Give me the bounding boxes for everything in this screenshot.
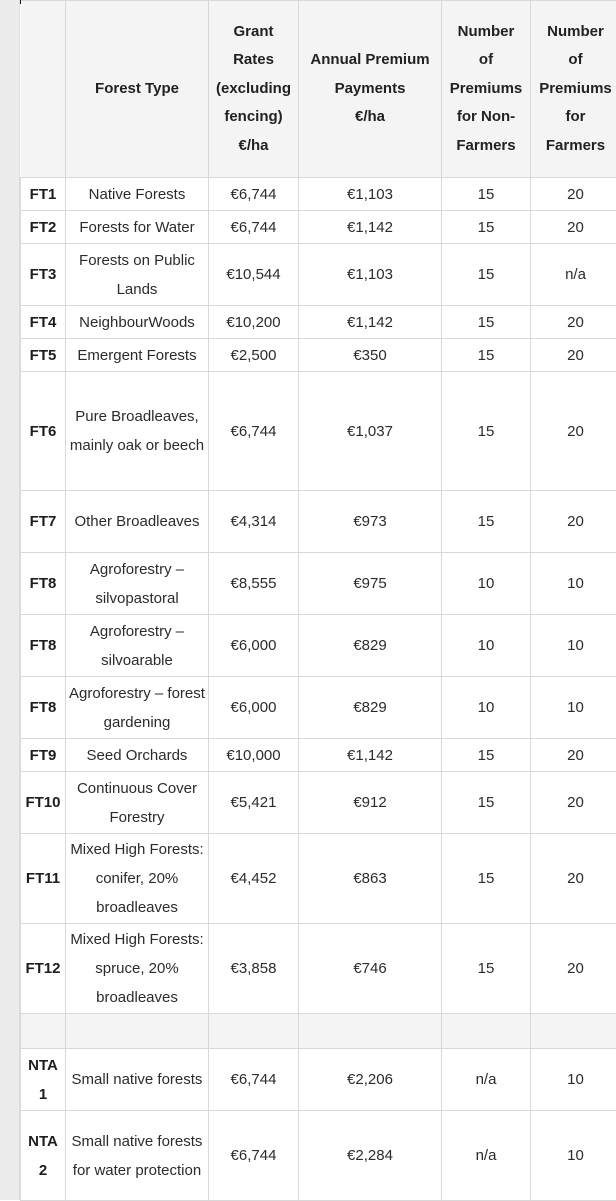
- row-code: FT9: [21, 739, 66, 772]
- row-farmers: 10: [531, 1111, 616, 1201]
- row-grant: €6,000: [209, 615, 299, 677]
- row-grant: €6,744: [209, 1111, 299, 1201]
- row-farmers: 20: [531, 372, 616, 491]
- row-grant: €6,000: [209, 677, 299, 739]
- row-non-farmers: 15: [442, 339, 531, 372]
- header-grant-line: (excluding: [211, 75, 296, 104]
- header-annual-premium: [299, 1, 442, 178]
- table-row: [21, 677, 616, 739]
- table-row: [21, 772, 616, 834]
- row-grant: €6,744: [209, 211, 299, 244]
- row-forest-type: NeighbourWoods: [66, 306, 209, 339]
- row-non-farmers: 15: [442, 739, 531, 772]
- header-premiums-non-farmers: [442, 1, 531, 178]
- row-non-farmers: n/a: [442, 1049, 531, 1111]
- row-code: FT8: [21, 553, 66, 615]
- row-code: FT4: [21, 306, 66, 339]
- row-grant: €4,314: [209, 491, 299, 553]
- row-grant: €2,500: [209, 339, 299, 372]
- row-forest-type: Other Broadleaves: [66, 491, 209, 553]
- header-premium-line: Payments: [301, 75, 439, 104]
- header-nonfarmer-line: of: [444, 46, 528, 75]
- header-premium-line: €/ha: [301, 103, 439, 132]
- row-premium: €975: [299, 553, 442, 615]
- row-non-farmers: 10: [442, 615, 531, 677]
- table-row: [21, 339, 616, 372]
- table-row: [21, 306, 616, 339]
- spacer-cell: [21, 1014, 66, 1049]
- row-forest-type: Agroforestry – forest gardening: [66, 677, 209, 739]
- row-non-farmers: 15: [442, 211, 531, 244]
- row-code: FT3: [21, 244, 66, 306]
- row-code: FT8: [21, 677, 66, 739]
- row-farmers: 20: [531, 924, 616, 1014]
- row-code: FT6: [21, 372, 66, 491]
- header-nonfarmer-line: Number: [444, 18, 528, 47]
- row-forest-type: Agroforestry – silvoarable: [66, 615, 209, 677]
- left-gutter: [0, 0, 20, 1200]
- row-non-farmers: 15: [442, 178, 531, 211]
- row-forest-type: Small native forests: [66, 1049, 209, 1111]
- row-forest-type: Seed Orchards: [66, 739, 209, 772]
- row-code: FT5: [21, 339, 66, 372]
- table-row: [21, 244, 616, 306]
- row-farmers: 20: [531, 834, 616, 924]
- header-farmer-line: of: [533, 46, 616, 75]
- row-premium: €350: [299, 339, 442, 372]
- row-premium: €1,142: [299, 211, 442, 244]
- row-farmers: 20: [531, 772, 616, 834]
- row-premium: €1,103: [299, 178, 442, 211]
- row-code: FT11: [21, 834, 66, 924]
- header-farmer-line: Number: [533, 18, 616, 47]
- row-premium: €1,037: [299, 372, 442, 491]
- row-grant: €6,744: [209, 372, 299, 491]
- row-premium: €912: [299, 772, 442, 834]
- spacer-cell: [299, 1014, 442, 1049]
- row-premium: €863: [299, 834, 442, 924]
- row-code: FT7: [21, 491, 66, 553]
- row-forest-type: Forests for Water: [66, 211, 209, 244]
- table-row: [21, 615, 616, 677]
- header-nonfarmer-line: for Non-: [444, 103, 528, 132]
- table-row: [21, 1049, 616, 1111]
- header-premiums-farmers: [531, 1, 616, 178]
- row-premium: €1,103: [299, 244, 442, 306]
- row-code: NTA 2: [21, 1111, 66, 1201]
- row-non-farmers: 15: [442, 834, 531, 924]
- header-grant-rates: [209, 1, 299, 178]
- row-farmers: 20: [531, 491, 616, 553]
- row-farmers: 20: [531, 306, 616, 339]
- header-grant-line: fencing): [211, 103, 296, 132]
- row-non-farmers: 15: [442, 306, 531, 339]
- row-farmers: 10: [531, 615, 616, 677]
- row-forest-type: Mixed High Forests: spruce, 20% broadleaves: [66, 924, 209, 1014]
- row-non-farmers: 10: [442, 677, 531, 739]
- header-grant-line: €/ha: [211, 132, 296, 161]
- row-non-farmers: 15: [442, 244, 531, 306]
- row-farmers: n/a: [531, 244, 616, 306]
- row-farmers: 20: [531, 211, 616, 244]
- table-row: [21, 834, 616, 924]
- row-non-farmers: 15: [442, 772, 531, 834]
- row-non-farmers: 15: [442, 924, 531, 1014]
- header-nonfarmer-line: Farmers: [444, 132, 528, 161]
- header-forest-type: [66, 1, 209, 178]
- row-premium: €829: [299, 677, 442, 739]
- row-grant: €4,452: [209, 834, 299, 924]
- header-farmer-line: for: [533, 103, 616, 132]
- table-row: [21, 178, 616, 211]
- table-row: [21, 739, 616, 772]
- row-code: FT1: [21, 178, 66, 211]
- table-row: [21, 553, 616, 615]
- row-forest-type: Agroforestry – silvopastoral: [66, 553, 209, 615]
- row-grant: €6,744: [209, 178, 299, 211]
- row-forest-type: Native Forests: [66, 178, 209, 211]
- row-forest-type: Continuous Cover Forestry: [66, 772, 209, 834]
- row-grant: €8,555: [209, 553, 299, 615]
- header-farmer-line: Premiums: [533, 75, 616, 104]
- row-farmers: 20: [531, 178, 616, 211]
- forest-grant-rates-table: [20, 0, 616, 1201]
- row-premium: €829: [299, 615, 442, 677]
- row-forest-type: Pure Broadleaves, mainly oak or beech: [66, 372, 209, 491]
- table-row: [21, 924, 616, 1014]
- row-premium: €746: [299, 924, 442, 1014]
- header-farmer-line: Farmers: [533, 132, 616, 161]
- row-grant: €3,858: [209, 924, 299, 1014]
- row-grant: €10,000: [209, 739, 299, 772]
- row-non-farmers: 15: [442, 491, 531, 553]
- row-code: FT8: [21, 615, 66, 677]
- row-forest-type: Small native forests for water protection: [66, 1111, 209, 1201]
- header-nonfarmer-line: Premiums: [444, 75, 528, 104]
- row-forest-type: Mixed High Forests: conifer, 20% broadleaves: [66, 834, 209, 924]
- row-farmers: 10: [531, 553, 616, 615]
- header-grant-line: Grant: [211, 18, 296, 47]
- table-row: [21, 211, 616, 244]
- table-row: [21, 1111, 616, 1201]
- row-code: NTA 1: [21, 1049, 66, 1111]
- row-premium: €2,206: [299, 1049, 442, 1111]
- table-row: [21, 491, 616, 553]
- header-premium-line: Annual Premium: [301, 46, 439, 75]
- row-code: FT2: [21, 211, 66, 244]
- row-premium: €1,142: [299, 306, 442, 339]
- row-premium: €2,284: [299, 1111, 442, 1201]
- spacer-cell: [209, 1014, 299, 1049]
- table-row: [21, 372, 616, 491]
- row-premium: €1,142: [299, 739, 442, 772]
- header-forest-type-text: Forest Type: [68, 75, 206, 104]
- row-farmers: 20: [531, 339, 616, 372]
- header-grant-line: Rates: [211, 46, 296, 75]
- row-grant: €5,421: [209, 772, 299, 834]
- row-non-farmers: n/a: [442, 1111, 531, 1201]
- row-grant: €10,544: [209, 244, 299, 306]
- table-spacer-row: [21, 1014, 616, 1049]
- row-code: FT10: [21, 772, 66, 834]
- row-forest-type: Emergent Forests: [66, 339, 209, 372]
- header-code: [21, 1, 66, 178]
- row-non-farmers: 15: [442, 372, 531, 491]
- table-header-row: [21, 1, 616, 178]
- row-grant: €6,744: [209, 1049, 299, 1111]
- row-non-farmers: 10: [442, 553, 531, 615]
- row-forest-type: Forests on Public Lands: [66, 244, 209, 306]
- row-farmers: 20: [531, 739, 616, 772]
- row-farmers: 10: [531, 677, 616, 739]
- row-farmers: 10: [531, 1049, 616, 1111]
- spacer-cell: [66, 1014, 209, 1049]
- row-premium: €973: [299, 491, 442, 553]
- row-grant: €10,200: [209, 306, 299, 339]
- row-code: FT12: [21, 924, 66, 1014]
- spacer-cell: [531, 1014, 616, 1049]
- spacer-cell: [442, 1014, 531, 1049]
